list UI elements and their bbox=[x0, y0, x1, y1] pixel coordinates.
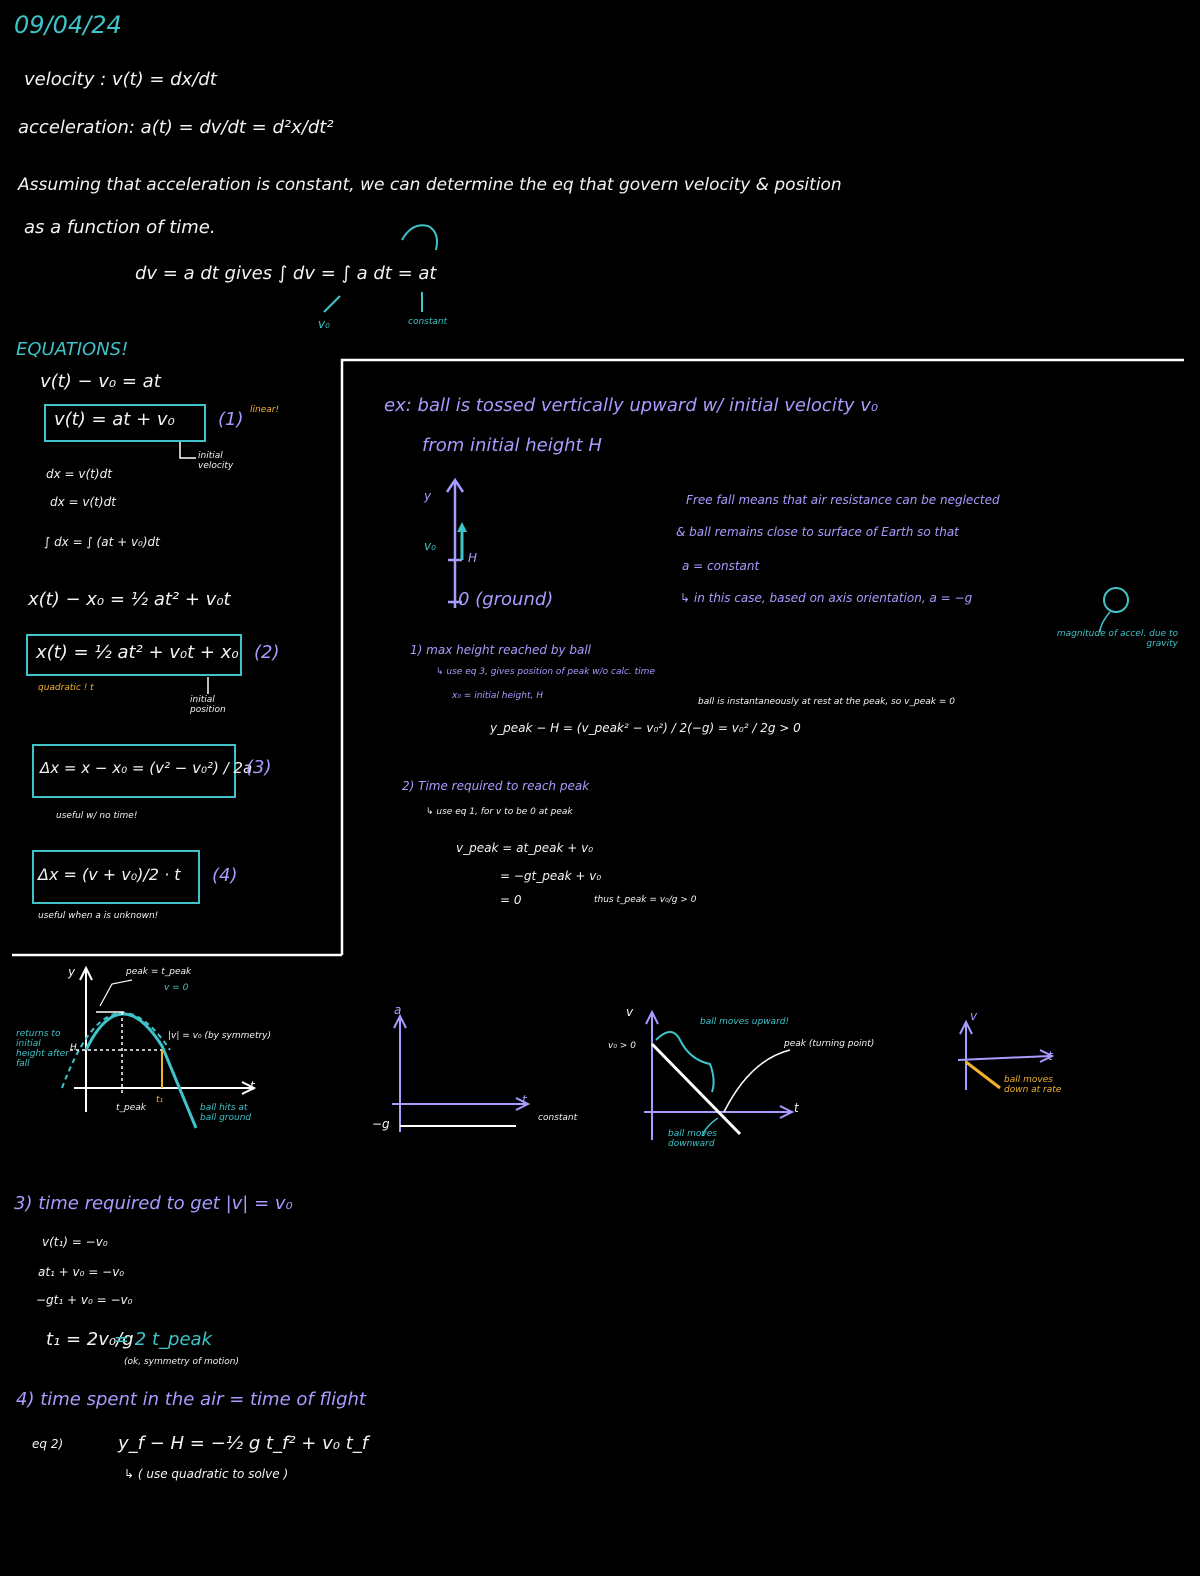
g3-up-brace bbox=[656, 1032, 714, 1092]
initial-velocity: initial velocity bbox=[198, 451, 234, 471]
quadratic-note: quadratic ! t bbox=[38, 683, 94, 693]
g1-peak-label: peak = t_peak bbox=[126, 967, 192, 977]
eq1-note: linear! bbox=[250, 405, 280, 415]
q1-rest: ball is instantaneously at rest at the peak, so v_peak = 0 bbox=[698, 697, 955, 707]
eq2-number: (2) bbox=[254, 642, 280, 663]
q1-a: ↳ use eq 3, gives position of peak w/o calc. time bbox=[436, 667, 655, 677]
dx2: dx = v(t)dt bbox=[50, 495, 116, 509]
part4-eq-label: eq 2) bbox=[32, 1437, 64, 1451]
part3-l5: (ok, symmetry of motion) bbox=[124, 1357, 240, 1367]
g3-down-label: ball moves downward bbox=[668, 1129, 717, 1149]
g1-hits-label: ball hits at ball ground bbox=[200, 1103, 252, 1123]
g4-note: ball moves down at rate bbox=[1004, 1075, 1062, 1095]
g3-peak-leader bbox=[724, 1050, 790, 1112]
g-circle bbox=[1104, 588, 1128, 612]
initial-position: initial position bbox=[190, 695, 226, 715]
example-v0: v₀ bbox=[424, 539, 436, 553]
g2-neg-g: −g bbox=[372, 1117, 390, 1131]
g1-speed-label: |v| = v₀ (by symmetry) bbox=[168, 1031, 272, 1041]
part4-heading: 4) time spent in the air = time of flight bbox=[16, 1389, 366, 1410]
example-line1: ex: ball is tossed vertically upward w/ initial velocity v₀ bbox=[384, 395, 879, 416]
free-fall-2: & ball remains close to surface of Earth so that bbox=[676, 525, 959, 539]
part3-l4: t₁ = 2v₀/g bbox=[46, 1329, 134, 1350]
step-x: x(t) − x₀ = ½ at² + v₀t bbox=[28, 589, 231, 610]
g3-v0-label: v₀ > 0 bbox=[608, 1041, 636, 1051]
q1-eq: y_peak − H = (v_peak² − v₀²) / 2(−g) = v₀² / 2g > 0 bbox=[490, 721, 801, 735]
eq3: Δx = x − x₀ = (v² − v₀²) / 2a bbox=[40, 759, 253, 777]
date: 09/04/24 bbox=[14, 11, 122, 39]
g1-H-label: H bbox=[70, 1043, 77, 1053]
g3-peak-label: peak (turning point) bbox=[784, 1039, 875, 1049]
q2-result: thus t_peak = v₀/g > 0 bbox=[594, 895, 697, 905]
init-vel-leader bbox=[180, 442, 196, 458]
free-fall-1: Free fall means that air resistance can be neglected bbox=[686, 493, 1000, 507]
part3-l3: −gt₁ + v₀ = −v₀ bbox=[36, 1293, 133, 1307]
eq3-number: (3) bbox=[246, 757, 272, 778]
q1-b: x₀ = initial height, H bbox=[452, 691, 543, 701]
constant-label: constant bbox=[408, 317, 448, 327]
g1-t1-label: t₁ bbox=[156, 1095, 164, 1105]
g1-peak-leader bbox=[100, 980, 132, 1006]
g4-y-label: v bbox=[970, 1009, 978, 1023]
v0-arrow-ex-head bbox=[457, 522, 467, 532]
part3-heading: 3) time required to get |v| = v₀ bbox=[14, 1193, 293, 1214]
g2-x-label: t bbox=[522, 1093, 527, 1107]
part3-l4b: = 2 t_peak bbox=[114, 1329, 212, 1350]
eq3-note: useful w/ no time! bbox=[56, 811, 138, 821]
g1-x-label: t bbox=[250, 1079, 255, 1093]
example-axis-y: y bbox=[424, 489, 432, 503]
integral-line: dv = a dt gives ∫ dv = ∫ a dt = at bbox=[135, 263, 437, 284]
dx1: dx = v(t)dt bbox=[46, 467, 112, 481]
velocity-def: velocity : v(t) = dx/dt bbox=[24, 69, 217, 90]
q2-eq1: v_peak = at_peak + v₀ bbox=[456, 841, 594, 855]
g2-note: constant bbox=[538, 1113, 578, 1123]
g2-y-label: a bbox=[394, 1003, 402, 1017]
g3-x-label: t bbox=[794, 1101, 799, 1115]
q2-a: ↳ use eq 1, for v to be 0 at peak bbox=[426, 807, 573, 817]
g1-returns-label: returns to initial height after fall bbox=[16, 1029, 69, 1069]
intro-line1: Assuming that acceleration is constant, we can determine the eq that govern velocity & position bbox=[18, 175, 842, 195]
v0-label: v₀ bbox=[318, 317, 330, 331]
q1-heading: 1) max height reached by ball bbox=[410, 643, 592, 657]
part3-l2: at₁ + v₀ = −v₀ bbox=[38, 1265, 125, 1279]
free-fall-4: ↳ in this case, based on axis orientation, a = −g bbox=[680, 591, 973, 605]
eq1-number: (1) bbox=[218, 409, 244, 430]
g1-y-label: y bbox=[68, 965, 76, 979]
equations-heading: EQUATIONS! bbox=[16, 339, 129, 360]
g4-line bbox=[966, 1062, 1000, 1088]
eq1: v(t) = at + v₀ bbox=[54, 409, 175, 430]
g3-up-label: ball moves upward! bbox=[700, 1017, 790, 1027]
dx3: ∫ dx = ∫ (at + v₀)dt bbox=[44, 535, 160, 549]
part4-note: ↳ ( use quadratic to solve ) bbox=[124, 1467, 289, 1481]
example-ground: 0 (ground) bbox=[458, 589, 554, 610]
q2-eq3: = 0 bbox=[500, 893, 522, 907]
curved-arrow bbox=[402, 225, 437, 250]
v0-arrow bbox=[324, 296, 340, 312]
part4-eq: y_f − H = −½ g t_f² + v₀ t_f bbox=[118, 1433, 369, 1454]
example-line2: from initial height H bbox=[422, 435, 602, 456]
q2-eq2: = −gt_peak + v₀ bbox=[500, 869, 602, 883]
intro-line2: as a function of time. bbox=[24, 217, 216, 238]
g4-x-label: t bbox=[1048, 1049, 1053, 1063]
eq4: Δx = (v + v₀)/2 · t bbox=[38, 865, 181, 884]
magnitude-note: magnitude of accel. due to gravity bbox=[1056, 629, 1178, 649]
free-fall-3: a = constant bbox=[682, 559, 760, 573]
g3-y-label: v bbox=[626, 1005, 634, 1019]
q2-heading: 2) Time required to reach peak bbox=[402, 779, 590, 793]
part3-l1: v(t₁) = −v₀ bbox=[42, 1235, 108, 1249]
eq-step0: v(t) − v₀ = at bbox=[40, 371, 161, 392]
eq2: x(t) = ½ at² + v₀t + x₀ bbox=[36, 642, 239, 663]
eq4-note: useful when a is unknown! bbox=[38, 911, 159, 921]
g1-slope-label: v = 0 bbox=[164, 983, 189, 993]
g4-x-axis bbox=[958, 1056, 1050, 1060]
g1-tpeak-label: t_peak bbox=[116, 1103, 147, 1113]
acceleration-def: acceleration: a(t) = dv/dt = d²x/dt² bbox=[18, 117, 334, 138]
example-H: H bbox=[468, 551, 478, 565]
eq4-number: (4) bbox=[212, 865, 238, 886]
